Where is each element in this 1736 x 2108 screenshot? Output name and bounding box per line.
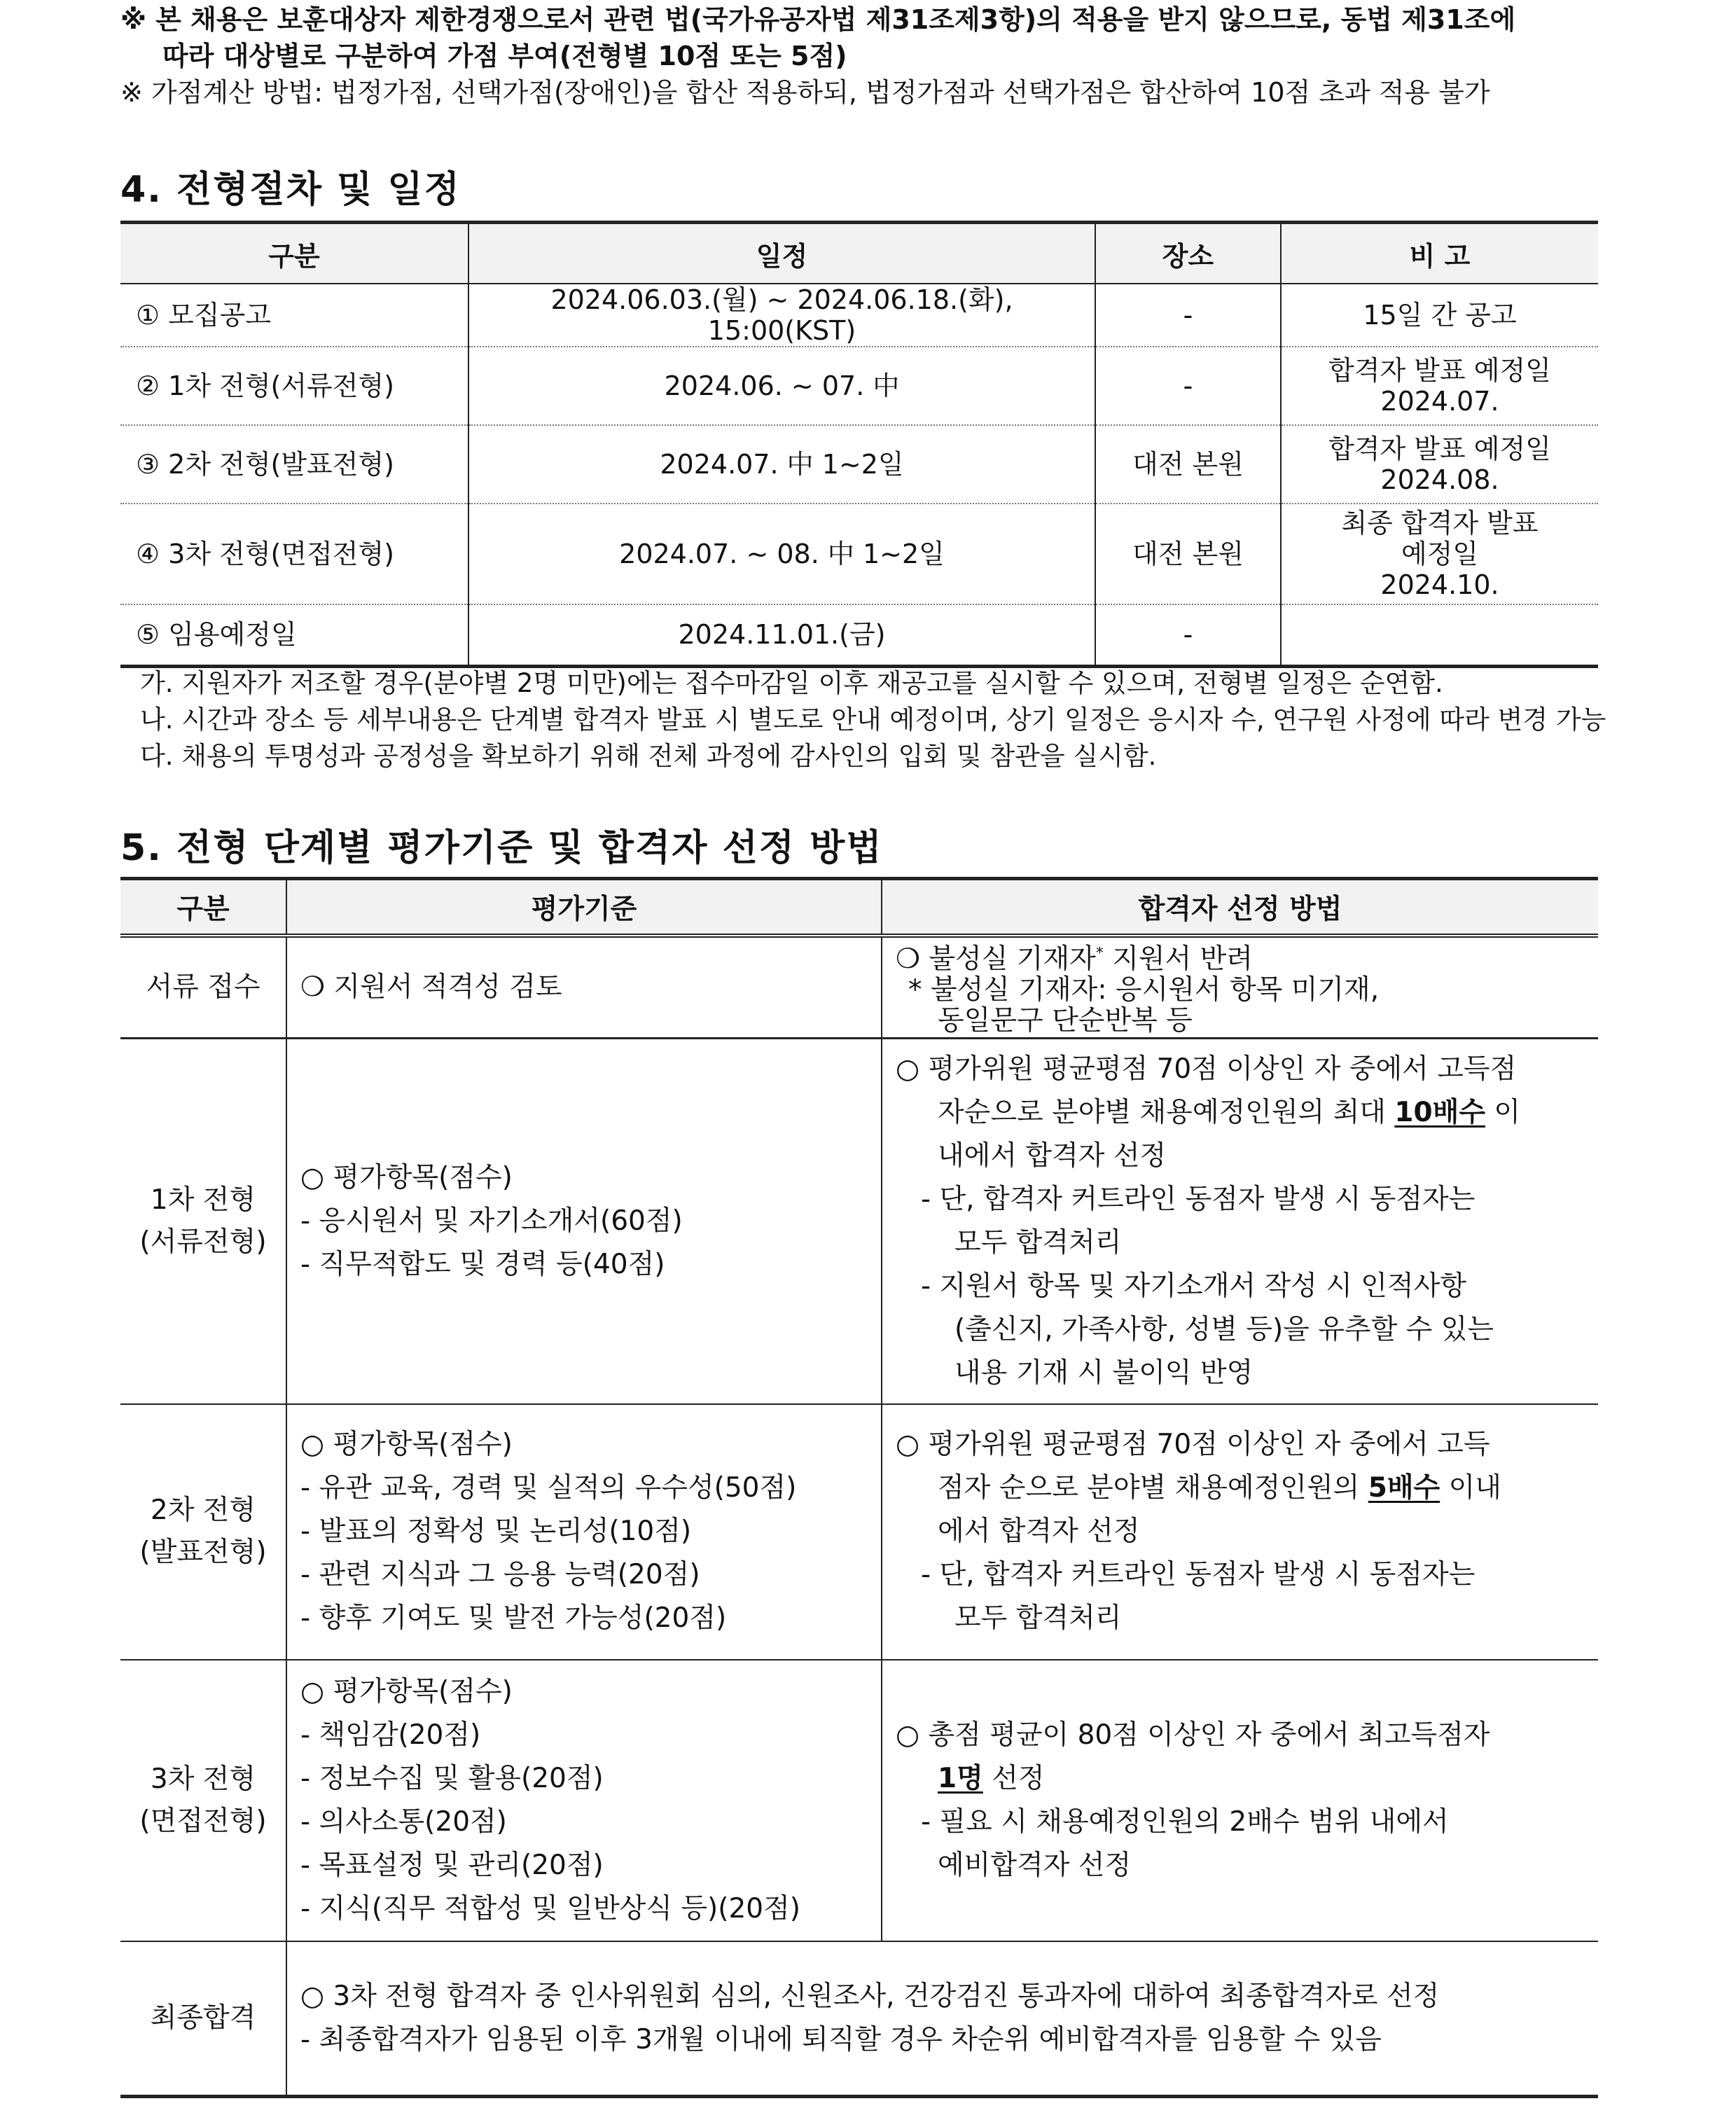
schedule-header-date: 일정	[468, 223, 1095, 284]
stage3-criteria-line: - 정보수집 및 활용(20점)	[300, 1762, 604, 1794]
stage1-criteria-line: - 직무적합도 및 경력 등(40점)	[300, 1248, 665, 1280]
schedule-note	[1281, 504, 1598, 604]
stage1-method	[882, 1039, 1598, 1404]
stage2-method	[882, 1404, 1598, 1660]
stage2-method-line: ○ 평가위원 평균평점 70점 이상인 자 중에서 고득	[896, 1429, 1490, 1460]
stage3-label	[120, 1660, 286, 1941]
docs-criteria-line: ❍ 지원서 적격성 검토	[300, 971, 562, 1003]
stage2-criteria-line: - 발표의 정확성 및 논리성(10점)	[300, 1516, 692, 1547]
docs-criteria	[286, 936, 882, 1039]
schedule-note	[1281, 425, 1598, 504]
stage3-method-line: - 필요 시 채용예정인원의 2배수 범위 내에서	[921, 1805, 1449, 1838]
stage1-multiple-highlight: 10배수	[1394, 1096, 1485, 1128]
section4-title: 4. 전형절차 및 일정	[120, 169, 461, 211]
stage3-criteria-line: - 목표설정 및 관리(20점)	[300, 1849, 604, 1881]
stage3-criteria-line: - 지식(직무 적합성 및 일반상식 등)(20점)	[300, 1892, 800, 1925]
schedule-row	[120, 425, 1598, 504]
stage3-method-line	[896, 1757, 1588, 1801]
section5-title: 5. 전형 단계별 평가기준 및 합격자 선정 방법	[120, 827, 883, 869]
stage3-label-line: (면접전형)	[139, 1805, 267, 1837]
stage1-criteria-line: ○ 평가항목(점수)	[300, 1161, 513, 1193]
schedule-row	[120, 284, 1598, 347]
stage3-label-line: 3차 전형	[150, 1763, 256, 1795]
stage1-label-line: 1차 전형	[150, 1184, 256, 1216]
footnote-mark: *	[1095, 945, 1104, 962]
top-notes	[120, 1, 1626, 111]
docs-method-part: 지원서 반려	[1103, 943, 1253, 975]
stage1-method-line: - 단, 합격자 커트라인 동점자 발생 시 동점자는	[921, 1183, 1475, 1215]
schedule-note-line: 2024.07.	[1380, 386, 1499, 417]
schedule-stage: ④ 3차 전형(면접전형)	[120, 504, 468, 604]
schedule-note	[1281, 284, 1598, 347]
stage2-method-line: 모두 합격처리	[954, 1602, 1122, 1634]
bonus-note	[120, 1, 1626, 74]
final-line: - 최종합격자가 임용된 이후 3개월 이내에 퇴직할 경우 차순위 예비합격자를 임용할 수 있음	[300, 2023, 1382, 2055]
bonus-calc-note: ※ 가점계산 방법: 법정가점, 선택가점(장애인)을 합산 적용하되, 법정가점과 선택가점은 합산하여 10점 초과 적용 불가	[120, 77, 1490, 108]
evaluation-table	[120, 877, 1598, 2098]
schedule-stage: ⑤ 임용예정일	[120, 604, 468, 666]
stage1-method-line	[896, 1091, 1588, 1135]
schedule-note-line: 합격자 발표 예정일	[1328, 355, 1551, 386]
schedule-header-place: 장소	[1095, 223, 1281, 284]
bonus-note-line1: ※ 본 채용은 보훈대상자 제한경쟁으로서 관련 법(국가유공자법 제31조제3항)의 적용을 받지 않으므로, 동법 제31조에	[120, 4, 1516, 35]
stage2-method-part: 이내	[1440, 1472, 1501, 1504]
schedule-note-da: 다. 채용의 투명성과 공정성을 확보하기 위해 전체 과정에 감사인의 입회 및 참관을 실시함.	[140, 741, 1157, 771]
stage1-criteria-line: - 응시원서 및 자기소개서(60점)	[300, 1205, 683, 1237]
stage1-label-line: (서류전형)	[139, 1226, 267, 1258]
stage3-method-line: ○ 총점 평균이 80점 이상인 자 중에서 최고득점자	[896, 1719, 1490, 1751]
docs-method-line: 동일문구 단순반복 등	[938, 1005, 1193, 1036]
schedule-header-note: 비 고	[1281, 223, 1598, 284]
docs-label: 서류 접수	[120, 936, 286, 1039]
stage3-method-part: 선정	[982, 1762, 1045, 1794]
stage3-method	[882, 1660, 1598, 1941]
schedule-row	[120, 504, 1598, 604]
stage2-criteria	[286, 1404, 882, 1660]
schedule-stage: ③ 2차 전형(발표전형)	[120, 425, 468, 504]
schedule-note-line: 15일 간 공고	[1363, 300, 1517, 331]
stage1-method-line: - 지원서 항목 및 자기소개서 작성 시 인적사항	[921, 1270, 1466, 1302]
stage3-count-highlight: 1명	[938, 1762, 983, 1794]
stage3-criteria-line: ○ 평가항목(점수)	[300, 1675, 513, 1707]
schedule-date: 2024.06.03.(월) ~ 2024.06.18.(화), 15:00(KST)	[468, 284, 1095, 347]
final-content	[286, 1941, 1598, 2097]
schedule-row	[120, 604, 1598, 666]
stage3-method-line: 예비합격자 선정	[938, 1849, 1132, 1881]
schedule-place: 대전 본원	[1095, 504, 1281, 604]
stage1-method-line: 내에서 합격자 선정	[938, 1139, 1167, 1172]
schedule-place: -	[1095, 284, 1281, 347]
final-line: ○ 3차 전형 합격자 중 인사위원회 심의, 신원조사, 건강검진 통과자에 대하여 최종합격자로 선정	[300, 1980, 1440, 2012]
stage2-label-line: (발표전형)	[139, 1537, 267, 1568]
schedule-note	[1281, 347, 1598, 425]
schedule-note-ga: 가. 지원자가 저조할 경우(분야별 2명 미만)에는 접수마감일 이후 재공고를 실시할 수 있으며, 전형별 일정은 순연함.	[140, 668, 1443, 698]
schedule-note	[1281, 604, 1598, 666]
stage2-label-line: 2차 전형	[150, 1495, 256, 1526]
schedule-note-line: 예정일	[1401, 539, 1479, 569]
docs-method-line	[896, 938, 1588, 975]
schedule-notes	[140, 665, 1625, 775]
bonus-note-line2: 따라 대상별로 구분하여 가점 부여(전형별 10점 또는 5점)	[162, 41, 847, 71]
schedule-note-line: 2024.08.	[1380, 464, 1499, 495]
stage2-criteria-line: ○ 평가항목(점수)	[300, 1429, 513, 1460]
evaluation-header-method: 합격자 선정 방법	[882, 879, 1598, 936]
evaluation-row-stage2	[120, 1404, 1598, 1660]
schedule-date: 2024.07. 中 1~2일	[468, 425, 1095, 504]
schedule-header-row	[120, 223, 1598, 284]
evaluation-header-criteria: 평가기준	[286, 879, 882, 936]
stage1-method-line: 모두 합격처리	[954, 1226, 1122, 1258]
stage2-method-part: 점자 순으로 분야별 채용예정인원의	[938, 1472, 1368, 1504]
stage2-method-line: - 단, 합격자 커트라인 동점자 발생 시 동점자는	[921, 1559, 1475, 1590]
final-label: 최종합격	[120, 1941, 286, 2097]
schedule-place: -	[1095, 604, 1281, 666]
evaluation-row-stage1	[120, 1039, 1598, 1404]
stage1-criteria	[286, 1039, 882, 1404]
evaluation-header-stage: 구분	[120, 879, 286, 936]
schedule-date: 2024.06. ~ 07. 中	[468, 347, 1095, 425]
stage2-criteria-line: - 향후 기여도 및 발전 가능성(20점)	[300, 1602, 727, 1634]
stage1-method-part: 자순으로 분야별 채용예정인원의 최대	[938, 1096, 1395, 1128]
schedule-note-line: 최종 합격자 발표	[1341, 508, 1539, 539]
docs-method	[882, 936, 1598, 1039]
schedule-place: 대전 본원	[1095, 425, 1281, 504]
evaluation-row-docs	[120, 936, 1598, 1039]
stage2-method-line	[896, 1466, 1588, 1510]
stage3-criteria-line: - 의사소통(20점)	[300, 1805, 507, 1838]
stage2-method-line: 에서 합격자 선정	[938, 1516, 1140, 1547]
schedule-note-line: 2024.10.	[1380, 569, 1499, 600]
schedule-table	[120, 221, 1598, 668]
docs-method-part: ❍ 불성실 기재자	[896, 943, 1096, 975]
stage2-criteria-line: - 관련 지식과 그 응용 능력(20점)	[300, 1559, 700, 1590]
stage2-multiple-highlight: 5배수	[1368, 1472, 1440, 1504]
evaluation-header-row	[120, 879, 1598, 936]
stage2-criteria-line: - 유관 교육, 경력 및 실적의 우수성(50점)	[300, 1472, 797, 1504]
schedule-stage: ② 1차 전형(서류전형)	[120, 347, 468, 425]
stage1-method-line: 내용 기재 시 불이익 반영	[954, 1357, 1254, 1389]
stage3-criteria	[286, 1660, 882, 1941]
stage1-label	[120, 1039, 286, 1404]
schedule-date: 2024.07. ~ 08. 中 1~2일	[468, 504, 1095, 604]
schedule-note-na: 나. 시간과 장소 등 세부내용은 단계별 합격자 발표 시 별도로 안내 예정이며, 상기 일정은 응시자 수, 연구원 사정에 따라 변경 가능	[140, 705, 1606, 735]
stage1-method-line: ○ 평가위원 평균평점 70점 이상인 자 중에서 고득점	[896, 1053, 1517, 1085]
schedule-note-line: 합격자 발표 예정일	[1328, 434, 1551, 464]
schedule-stage: ① 모집공고	[120, 284, 468, 347]
evaluation-row-final	[120, 1941, 1598, 2097]
schedule-row	[120, 347, 1598, 425]
stage1-method-part: 이	[1485, 1096, 1521, 1128]
stage2-label	[120, 1404, 286, 1660]
schedule-place: -	[1095, 347, 1281, 425]
schedule-date: 2024.11.01.(금)	[468, 604, 1095, 666]
docs-method-line: * 불성실 기재자: 응시원서 항목 미기재,	[908, 974, 1380, 1006]
evaluation-row-stage3	[120, 1660, 1598, 1941]
stage1-method-line: (출신지, 가족사항, 성별 등)을 유추할 수 있는	[954, 1313, 1494, 1345]
stage3-criteria-line: - 책임감(20점)	[300, 1719, 481, 1751]
schedule-header-stage: 구분	[120, 223, 468, 284]
